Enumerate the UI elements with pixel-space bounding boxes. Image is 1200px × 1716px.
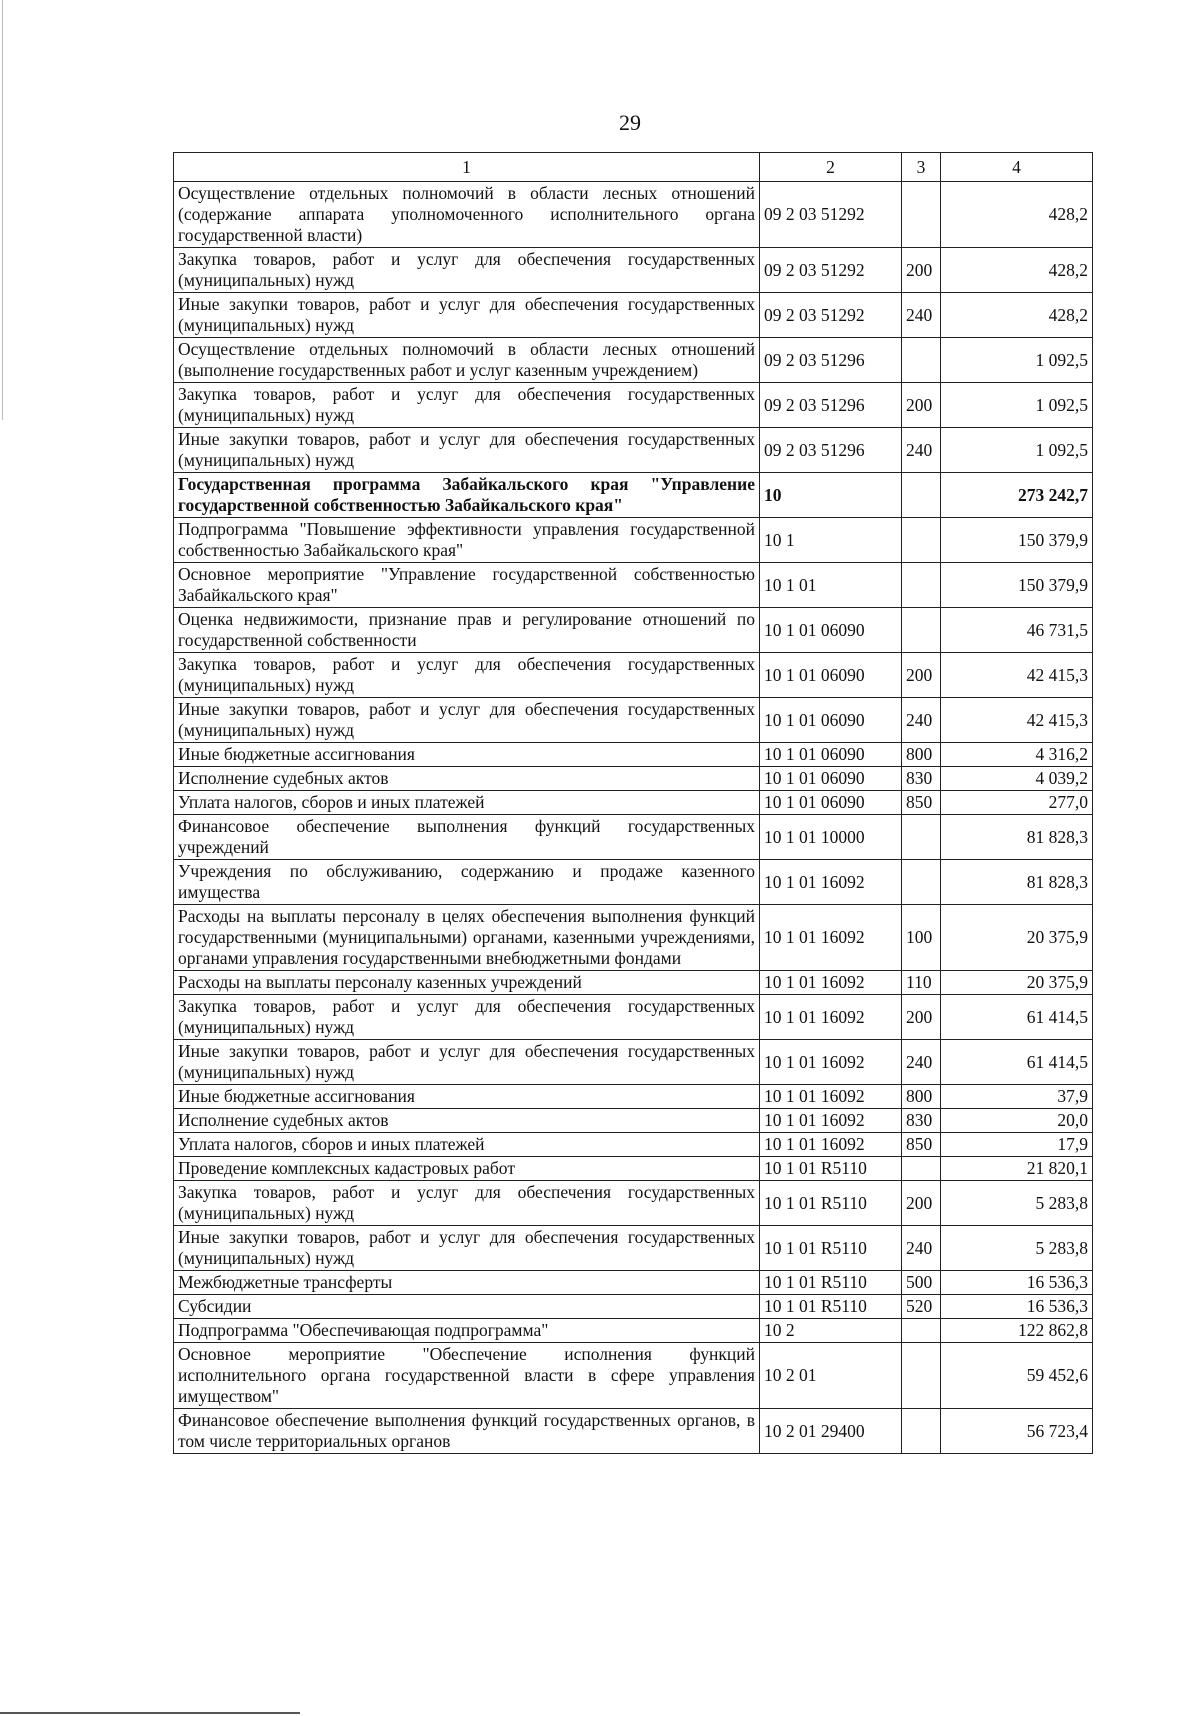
row-amount-cell: 122 862,8	[941, 1319, 1093, 1343]
row-vr-cell	[902, 1343, 941, 1409]
table-body	[174, 182, 1093, 1454]
row-vr-cell	[902, 182, 941, 248]
table-row	[174, 1181, 1093, 1226]
row-code-cell: 10 2 01	[760, 1343, 902, 1409]
table-row	[174, 767, 1093, 791]
row-code-cell: 09 2 03 51292	[760, 248, 902, 293]
table-row	[174, 383, 1093, 428]
row-amount-cell: 428,2	[941, 293, 1093, 338]
row-code-cell: 09 2 03 51296	[760, 383, 902, 428]
row-name-cell: Осуществление отдельных полномочий в области лесных отношений (выполнение государственных работ и услуг казенным учреждением)	[174, 338, 760, 383]
table-row	[174, 1319, 1093, 1343]
table-row	[174, 971, 1093, 995]
row-code-cell: 10 1 01 16092	[760, 1040, 902, 1085]
row-code-cell: 10 1 01 16092	[760, 1085, 902, 1109]
column-header-vr: 3	[902, 153, 941, 182]
row-vr-cell	[902, 815, 941, 860]
row-code-cell: 10 1 01 06090	[760, 653, 902, 698]
row-code-cell: 10 1 01 R5110	[760, 1271, 902, 1295]
row-code-cell: 10 1 01 16092	[760, 995, 902, 1040]
row-vr-cell: 200	[902, 653, 941, 698]
row-amount-cell: 37,9	[941, 1085, 1093, 1109]
table-row	[174, 1157, 1093, 1181]
row-name-cell: Уплата налогов, сборов и иных платежей	[174, 1133, 760, 1157]
row-amount-cell: 42 415,3	[941, 698, 1093, 743]
row-vr-cell: 500	[902, 1271, 941, 1295]
row-name-cell: Иные закупки товаров, работ и услуг для обеспечения государственных (муниципальных) нужд	[174, 293, 760, 338]
row-amount-cell: 46 731,5	[941, 608, 1093, 653]
row-vr-cell: 520	[902, 1295, 941, 1319]
row-name-cell: Основное мероприятие "Управление государственной собственностью Забайкальского края"	[174, 563, 760, 608]
column-header-name: 1	[174, 153, 760, 182]
row-code-cell: 10 1 01 16092	[760, 1109, 902, 1133]
row-code-cell: 10 1 01 06090	[760, 743, 902, 767]
table-row	[174, 791, 1093, 815]
row-amount-cell: 150 379,9	[941, 518, 1093, 563]
row-code-cell: 10 2	[760, 1319, 902, 1343]
row-vr-cell	[902, 1319, 941, 1343]
row-vr-cell: 200	[902, 383, 941, 428]
row-amount-cell: 61 414,5	[941, 1040, 1093, 1085]
row-vr-cell: 240	[902, 293, 941, 338]
row-code-cell: 10 1 01 06090	[760, 608, 902, 653]
row-code-cell: 10 1 01 16092	[760, 971, 902, 995]
column-header-amount: 4	[941, 153, 1093, 182]
table-row	[174, 860, 1093, 905]
scan-edge-line	[0, 1712, 300, 1714]
row-amount-cell: 1 092,5	[941, 338, 1093, 383]
row-code-cell: 10 1 01	[760, 563, 902, 608]
row-code-cell: 10 2 01 29400	[760, 1409, 902, 1454]
row-amount-cell: 277,0	[941, 791, 1093, 815]
row-code-cell: 10 1 01 16092	[760, 905, 902, 971]
budget-table	[173, 152, 1093, 1454]
row-amount-cell: 150 379,9	[941, 563, 1093, 608]
table-row	[174, 698, 1093, 743]
row-name-cell: Финансовое обеспечение выполнения функций государственных учреждений	[174, 815, 760, 860]
row-name-cell: Исполнение судебных актов	[174, 1109, 760, 1133]
row-vr-cell	[902, 518, 941, 563]
row-name-cell: Иные бюджетные ассигнования	[174, 743, 760, 767]
row-vr-cell: 200	[902, 1181, 941, 1226]
row-code-cell: 10 1 01 06090	[760, 767, 902, 791]
row-amount-cell: 428,2	[941, 248, 1093, 293]
table-row	[174, 338, 1093, 383]
row-name-cell: Закупка товаров, работ и услуг для обеспечения государственных (муниципальных) нужд	[174, 1181, 760, 1226]
table-row	[174, 473, 1093, 518]
table-row	[174, 182, 1093, 248]
row-amount-cell: 81 828,3	[941, 860, 1093, 905]
row-name-cell: Расходы на выплаты персоналу казенных учреждений	[174, 971, 760, 995]
row-name-cell: Подпрограмма "Повышение эффективности управления государственной собственностью Забайкальского края"	[174, 518, 760, 563]
table-row	[174, 518, 1093, 563]
page-number: 29	[619, 110, 641, 135]
table-row	[174, 1133, 1093, 1157]
table-row	[174, 293, 1093, 338]
row-name-cell: Оценка недвижимости, признание прав и регулирование отношений по государственной собственности	[174, 608, 760, 653]
row-vr-cell	[902, 860, 941, 905]
row-name-cell: Проведение комплексных кадастровых работ	[174, 1157, 760, 1181]
row-name-cell: Иные закупки товаров, работ и услуг для обеспечения государственных (муниципальных) нужд	[174, 698, 760, 743]
row-amount-cell: 61 414,5	[941, 995, 1093, 1040]
row-amount-cell: 17,9	[941, 1133, 1093, 1157]
row-amount-cell: 428,2	[941, 182, 1093, 248]
table-row	[174, 428, 1093, 473]
row-vr-cell	[902, 473, 941, 518]
row-amount-cell: 42 415,3	[941, 653, 1093, 698]
row-amount-cell: 4 316,2	[941, 743, 1093, 767]
row-name-cell: Иные закупки товаров, работ и услуг для обеспечения государственных (муниципальных) нужд	[174, 1040, 760, 1085]
row-name-cell: Закупка товаров, работ и услуг для обеспечения государственных (муниципальных) нужд	[174, 653, 760, 698]
row-vr-cell	[902, 338, 941, 383]
row-name-cell: Основное мероприятие "Обеспечение исполнения функций исполнительного органа государственной власти в сфере управления имуществом"	[174, 1343, 760, 1409]
row-amount-cell: 81 828,3	[941, 815, 1093, 860]
row-amount-cell: 273 242,7	[941, 473, 1093, 518]
row-name-cell: Межбюджетные трансферты	[174, 1271, 760, 1295]
table-header-row	[174, 153, 1093, 182]
table-row	[174, 743, 1093, 767]
row-amount-cell: 4 039,2	[941, 767, 1093, 791]
row-name-cell: Закупка товаров, работ и услуг для обеспечения государственных (муниципальных) нужд	[174, 383, 760, 428]
table-row	[174, 815, 1093, 860]
row-name-cell: Исполнение судебных актов	[174, 767, 760, 791]
row-vr-cell: 240	[902, 1040, 941, 1085]
row-name-cell: Государственная программа Забайкальского края "Управление государственной собственностью Забайкальского края"	[174, 473, 760, 518]
row-name-cell: Субсидии	[174, 1295, 760, 1319]
column-header-code: 2	[760, 153, 902, 182]
row-amount-cell: 16 536,3	[941, 1295, 1093, 1319]
row-name-cell: Иные закупки товаров, работ и услуг для обеспечения государственных (муниципальных) нужд	[174, 1226, 760, 1271]
row-code-cell: 09 2 03 51296	[760, 338, 902, 383]
row-vr-cell: 800	[902, 743, 941, 767]
row-amount-cell: 20 375,9	[941, 971, 1093, 995]
row-code-cell: 09 2 03 51292	[760, 293, 902, 338]
row-vr-cell: 100	[902, 905, 941, 971]
row-code-cell: 09 2 03 51296	[760, 428, 902, 473]
row-code-cell: 10 1 01 R5110	[760, 1295, 902, 1319]
row-name-cell: Иные закупки товаров, работ и услуг для обеспечения государственных (муниципальных) нужд	[174, 428, 760, 473]
row-vr-cell: 200	[902, 995, 941, 1040]
row-amount-cell: 1 092,5	[941, 428, 1093, 473]
table-row	[174, 1271, 1093, 1295]
row-vr-cell: 830	[902, 1109, 941, 1133]
table-row	[174, 1085, 1093, 1109]
row-name-cell: Иные бюджетные ассигнования	[174, 1085, 760, 1109]
row-vr-cell	[902, 563, 941, 608]
row-code-cell: 09 2 03 51292	[760, 182, 902, 248]
row-code-cell: 10 1 01 06090	[760, 791, 902, 815]
table-row	[174, 1409, 1093, 1454]
table-row	[174, 1109, 1093, 1133]
table-row	[174, 905, 1093, 971]
table-row	[174, 653, 1093, 698]
row-code-cell: 10 1 01 10000	[760, 815, 902, 860]
row-code-cell: 10 1	[760, 518, 902, 563]
row-vr-cell: 110	[902, 971, 941, 995]
row-vr-cell: 850	[902, 791, 941, 815]
table-row	[174, 248, 1093, 293]
row-amount-cell: 1 092,5	[941, 383, 1093, 428]
row-vr-cell	[902, 1409, 941, 1454]
row-vr-cell: 830	[902, 767, 941, 791]
row-name-cell: Закупка товаров, работ и услуг для обеспечения государственных (муниципальных) нужд	[174, 995, 760, 1040]
row-name-cell: Учреждения по обслуживанию, содержанию и продаже казенного имущества	[174, 860, 760, 905]
row-code-cell: 10 1 01 R5110	[760, 1157, 902, 1181]
row-vr-cell: 240	[902, 1226, 941, 1271]
row-amount-cell: 5 283,8	[941, 1226, 1093, 1271]
table-row	[174, 608, 1093, 653]
table-row	[174, 1295, 1093, 1319]
row-amount-cell: 21 820,1	[941, 1157, 1093, 1181]
row-vr-cell	[902, 1157, 941, 1181]
row-amount-cell: 20 375,9	[941, 905, 1093, 971]
row-vr-cell: 850	[902, 1133, 941, 1157]
table-row	[174, 995, 1093, 1040]
table-row	[174, 1343, 1093, 1409]
row-vr-cell: 200	[902, 248, 941, 293]
row-amount-cell: 59 452,6	[941, 1343, 1093, 1409]
row-vr-cell: 240	[902, 428, 941, 473]
table-row	[174, 563, 1093, 608]
row-amount-cell: 20,0	[941, 1109, 1093, 1133]
row-amount-cell: 56 723,4	[941, 1409, 1093, 1454]
row-code-cell: 10 1 01 16092	[760, 860, 902, 905]
table-row	[174, 1040, 1093, 1085]
row-code-cell: 10 1 01 R5110	[760, 1226, 902, 1271]
row-name-cell: Осуществление отдельных полномочий в области лесных отношений (содержание аппарата уполномоченного исполнительного органа государственной власти)	[174, 182, 760, 248]
row-code-cell: 10 1 01 R5110	[760, 1181, 902, 1226]
row-amount-cell: 5 283,8	[941, 1181, 1093, 1226]
table-row	[174, 1226, 1093, 1271]
row-code-cell: 10	[760, 473, 902, 518]
row-amount-cell: 16 536,3	[941, 1271, 1093, 1295]
row-name-cell: Финансовое обеспечение выполнения функций государственных органов, в том числе территориальных органов	[174, 1409, 760, 1454]
row-name-cell: Подпрограмма "Обеспечивающая подпрограмма"	[174, 1319, 760, 1343]
row-vr-cell: 800	[902, 1085, 941, 1109]
row-code-cell: 10 1 01 16092	[760, 1133, 902, 1157]
row-name-cell: Расходы на выплаты персоналу в целях обеспечения выполнения функций государственными (муниципальными) органами, казенными учреждениями, органами управления государственными внебюджетными фондами	[174, 905, 760, 971]
row-vr-cell: 240	[902, 698, 941, 743]
scan-edge-tick	[2, 0, 3, 420]
row-name-cell: Закупка товаров, работ и услуг для обеспечения государственных (муниципальных) нужд	[174, 248, 760, 293]
row-code-cell: 10 1 01 06090	[760, 698, 902, 743]
row-vr-cell	[902, 608, 941, 653]
row-name-cell: Уплата налогов, сборов и иных платежей	[174, 791, 760, 815]
